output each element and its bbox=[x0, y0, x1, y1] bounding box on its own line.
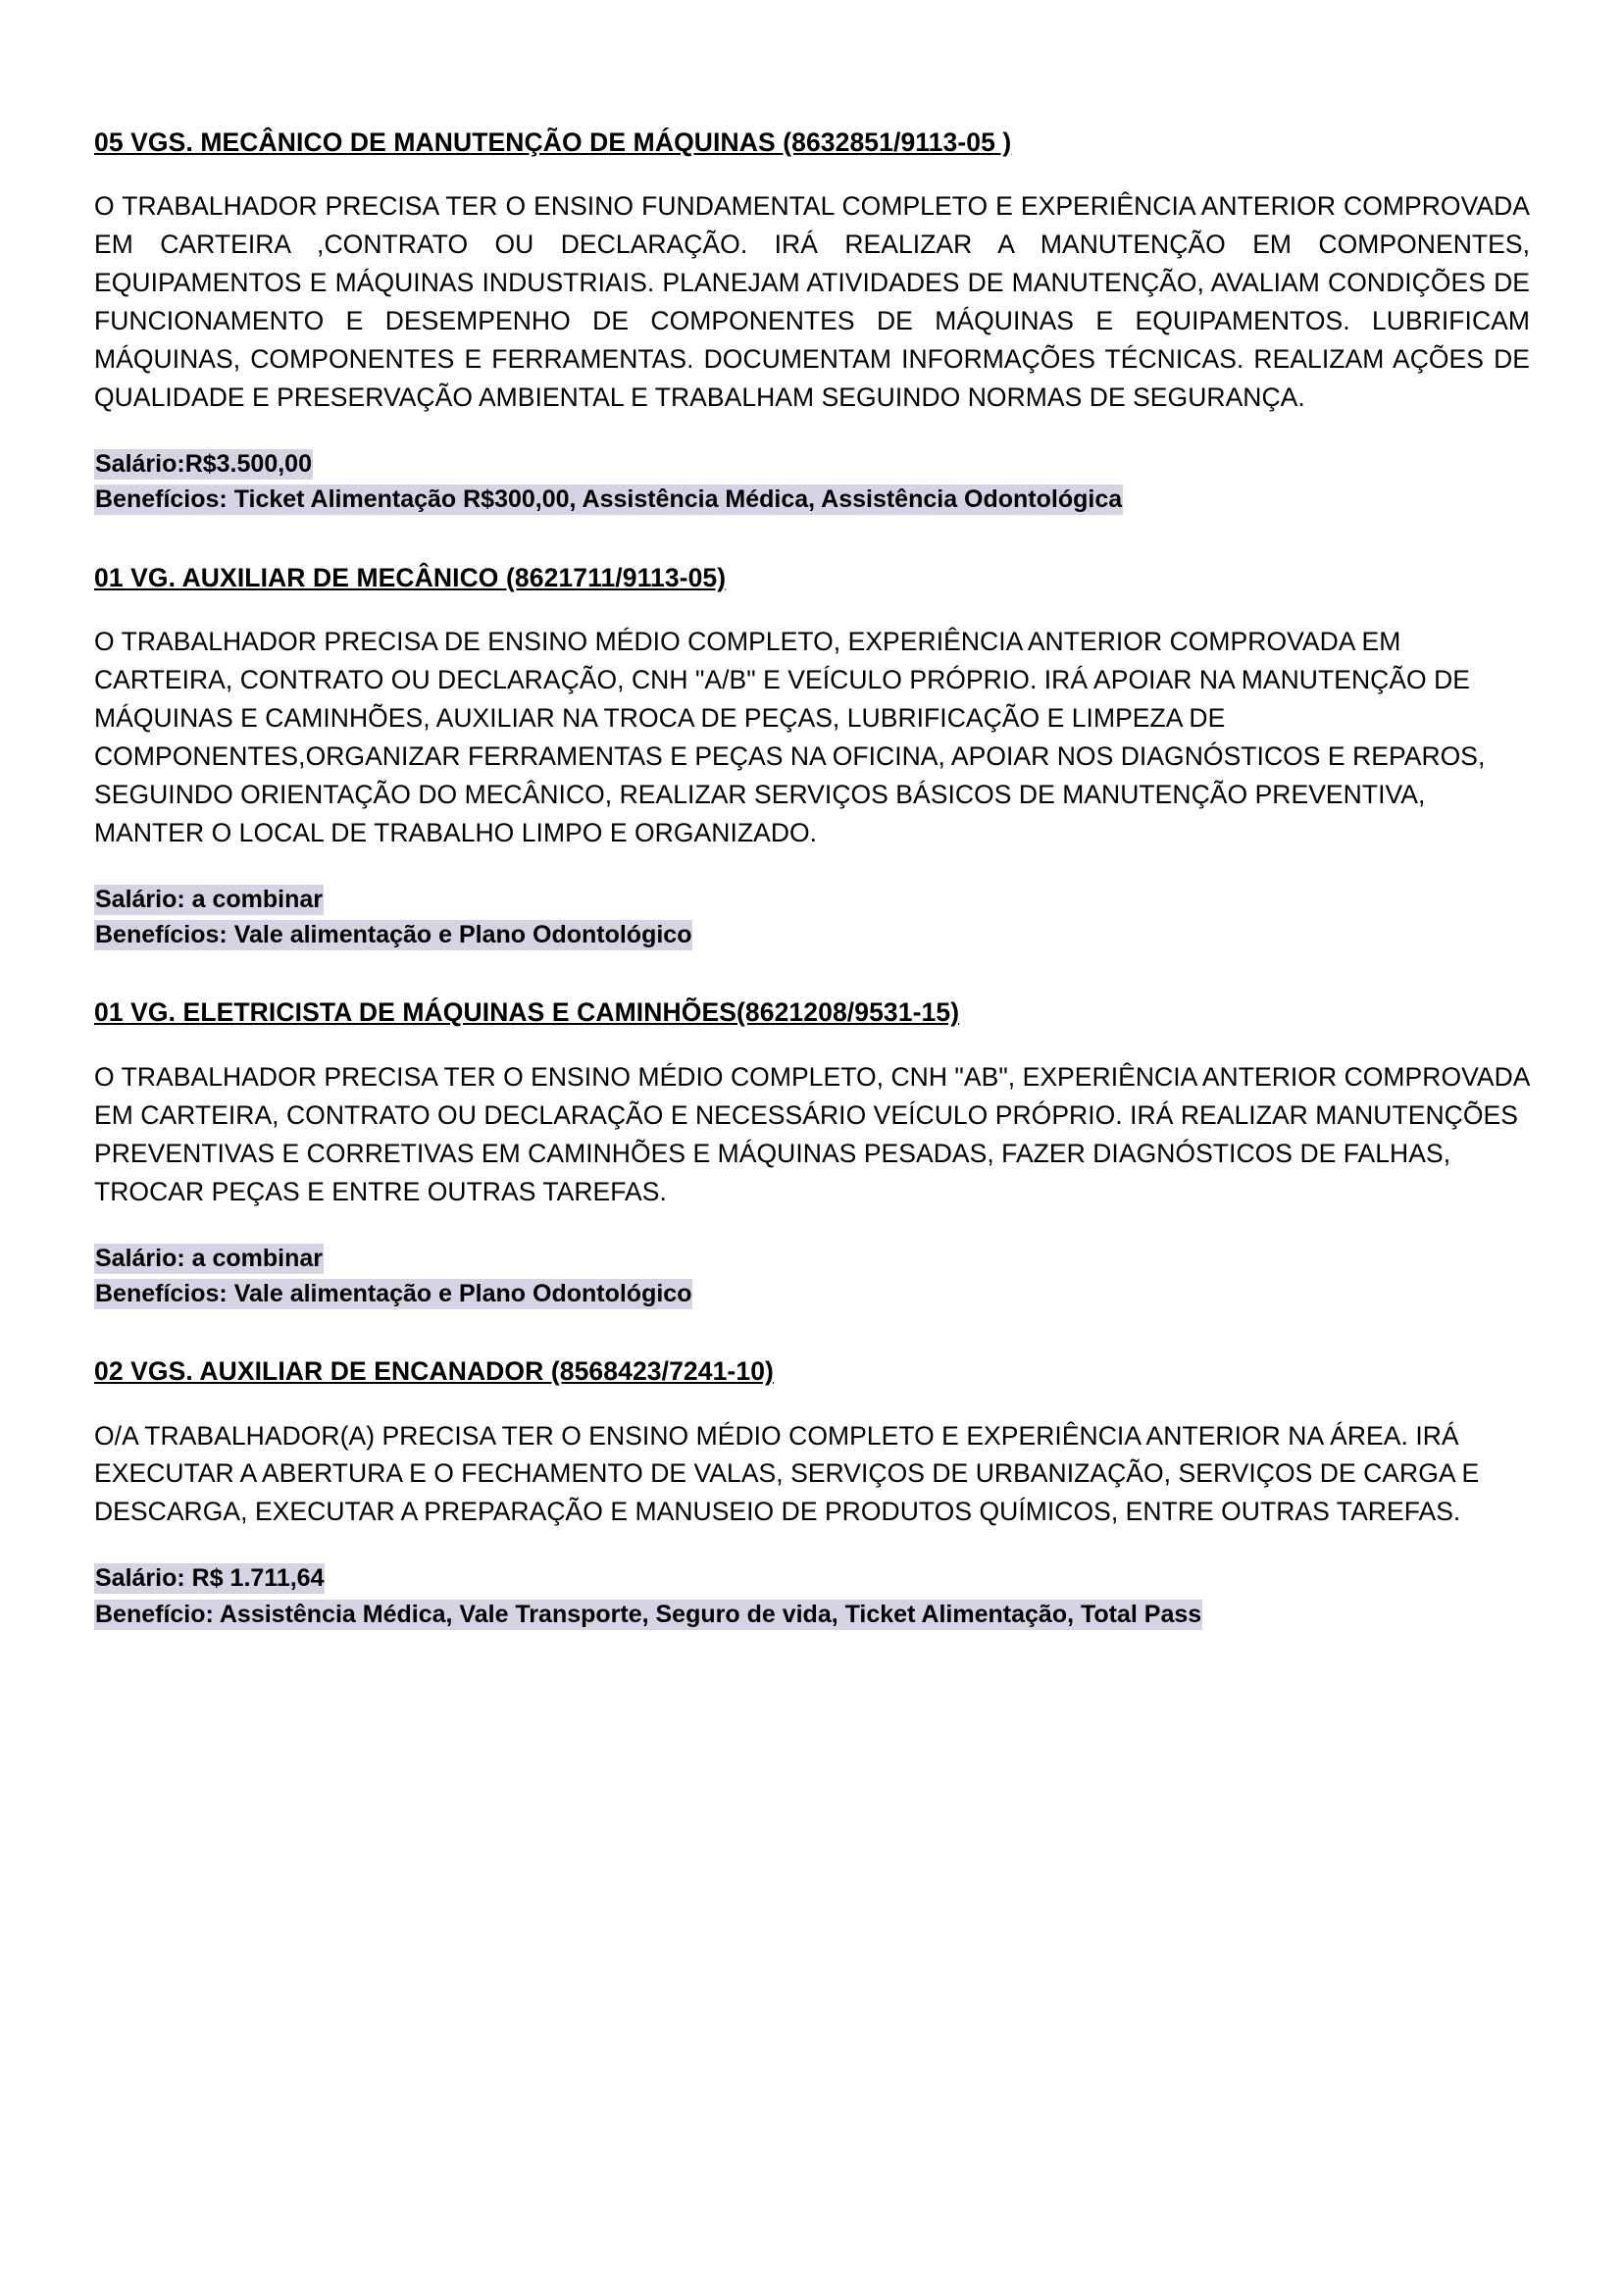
job-listings bbox=[94, 126, 1530, 1632]
job-posting bbox=[94, 126, 1530, 518]
job-salary-text: Salário: R$ 1.711,64 bbox=[95, 1564, 325, 1593]
job-title: 02 VGS. AUXILIAR DE ENCANADOR (8568423/7241-10) bbox=[94, 1356, 774, 1387]
job-pay-block bbox=[94, 882, 1530, 953]
job-benefits-text: Benefícios: Ticket Alimentação R$300,00, Assistência Médica, Assistência Odontológica bbox=[95, 485, 1123, 514]
job-description: O TRABALHADOR PRECISA TER O ENSINO MÉDIO COMPLETO, CNH "AB", EXPERIÊNCIA ANTERIOR COMPROVADA EM CARTEIRA, CONTRATO OU DECLARAÇÃO E NECESSÁRIO VEÍCULO PRÓPRIO. IRÁ REALIZAR MANUTENÇÕES PREVENTIVAS E CORRETIVAS EM CAMINHÕES E MÁQUINAS PESADAS, FAZER DIAGNÓSTICOS DE FALHAS, TROCAR PEÇAS E ENTRE OUTRAS TAREFAS. bbox=[94, 1061, 1530, 1206]
section-spacer bbox=[94, 952, 1530, 995]
section-spacer bbox=[94, 518, 1530, 561]
job-title: 01 VG. ELETRICISTA DE MÁQUINAS E CAMINHÕES(8621208/9531-15) bbox=[94, 997, 960, 1028]
job-benefits bbox=[94, 1276, 1530, 1311]
job-pay-block bbox=[94, 1241, 1530, 1312]
job-title: 05 VGS. MECÂNICO DE MANUTENÇÃO DE MÁQUINAS (8632851/9113-05 ) bbox=[94, 127, 1012, 157]
job-salary-text: Salário: a combinar bbox=[95, 1244, 324, 1272]
job-posting bbox=[94, 995, 1530, 1311]
job-salary bbox=[94, 1560, 1530, 1596]
job-benefits bbox=[94, 917, 1530, 952]
job-salary-text: Salário: a combinar bbox=[95, 885, 324, 913]
job-description: O TRABALHADOR PRECISA TER O ENSINO FUNDAMENTAL COMPLETO E EXPERIÊNCIA ANTERIOR COMPROVADA EM CARTEIRA ,CONTRATO OU DECLARAÇÃO. IRÁ REALIZAR A MANUTENÇÃO EM COMPONENTES, EQUIPAMENTOS E MÁQUINAS INDUSTRIAIS. PLANEJAM ATIVIDADES DE MANUTENÇÃO, AVALIAM CONDIÇÕES DE FUNCIONAMENTO E DESEMPENHO DE COMPONENTES DE MÁQUINAS E EQUIPAMENTOS. LUBRIFICAM MÁQUINAS, COMPONENTES E FERRAMENTAS. DOCUMENTAM INFORMAÇÕES TÉCNICAS. REALIZAM AÇÕES DE QUALIDADE E PRESERVAÇÃO AMBIENTAL E TRABALHAM SEGUINDO NORMAS DE SEGURANÇA. bbox=[94, 191, 1530, 413]
job-posting bbox=[94, 1354, 1530, 1632]
job-posting bbox=[94, 561, 1530, 953]
job-salary bbox=[94, 1241, 1530, 1276]
job-salary bbox=[94, 446, 1530, 482]
job-title: 01 VG. AUXILIAR DE MECÂNICO (8621711/9113-05) bbox=[94, 562, 727, 592]
job-pay-block bbox=[94, 446, 1530, 518]
job-salary bbox=[94, 882, 1530, 917]
job-salary-text: Salário:R$3.500,00 bbox=[95, 450, 312, 479]
job-benefits bbox=[94, 482, 1530, 517]
job-benefits-text: Benefícios: Vale alimentação e Plano Odontológico bbox=[95, 1279, 692, 1307]
job-pay-block bbox=[94, 1560, 1530, 1632]
job-description: O TRABALHADOR PRECISA DE ENSINO MÉDIO COMPLETO, EXPERIÊNCIA ANTERIOR COMPROVADA EM CARTEIRA, CONTRATO OU DECLARAÇÃO, CNH "A/B" E VEÍCULO PRÓPRIO. IRÁ APOIAR NA MANUTENÇÃO DE MÁQUINAS E CAMINHÕES, AUXILIAR NA TROCA DE PEÇAS, LUBRIFICAÇÃO E LIMPEZA DE COMPONENTES,ORGANIZAR FERRAMENTAS E PEÇAS NA OFICINA, APOIAR NOS DIAGNÓSTICOS E REPAROS, SEGUINDO ORIENTAÇÃO DO MECÂNICO, REALIZAR SERVIÇOS BÁSICOS DE MANUTENÇÃO PREVENTIVA, MANTER O LOCAL DE TRABALHO LIMPO E ORGANIZADO. bbox=[94, 627, 1486, 847]
job-description: O/A TRABALHADOR(A) PRECISA TER O ENSINO MÉDIO COMPLETO E EXPERIÊNCIA ANTERIOR NA ÁREA. IRÁ EXECUTAR A ABERTURA E O FECHAMENTO DE VALAS, SERVIÇOS DE URBANIZAÇÃO, SERVIÇOS DE CARGA E DESCARGA, EXECUTAR A PREPARAÇÃO E MANUSEIO DE PRODUTOS QUÍMICOS, ENTRE OUTRAS TAREFAS. bbox=[94, 1420, 1480, 1527]
job-benefits bbox=[94, 1597, 1530, 1632]
job-benefits-text: Benefícios: Vale alimentação e Plano Odontológico bbox=[95, 921, 692, 949]
section-spacer bbox=[94, 1311, 1530, 1354]
job-benefits-text: Benefício: Assistência Médica, Vale Transporte, Seguro de vida, Ticket Alimentação, Total Pass bbox=[95, 1600, 1202, 1628]
